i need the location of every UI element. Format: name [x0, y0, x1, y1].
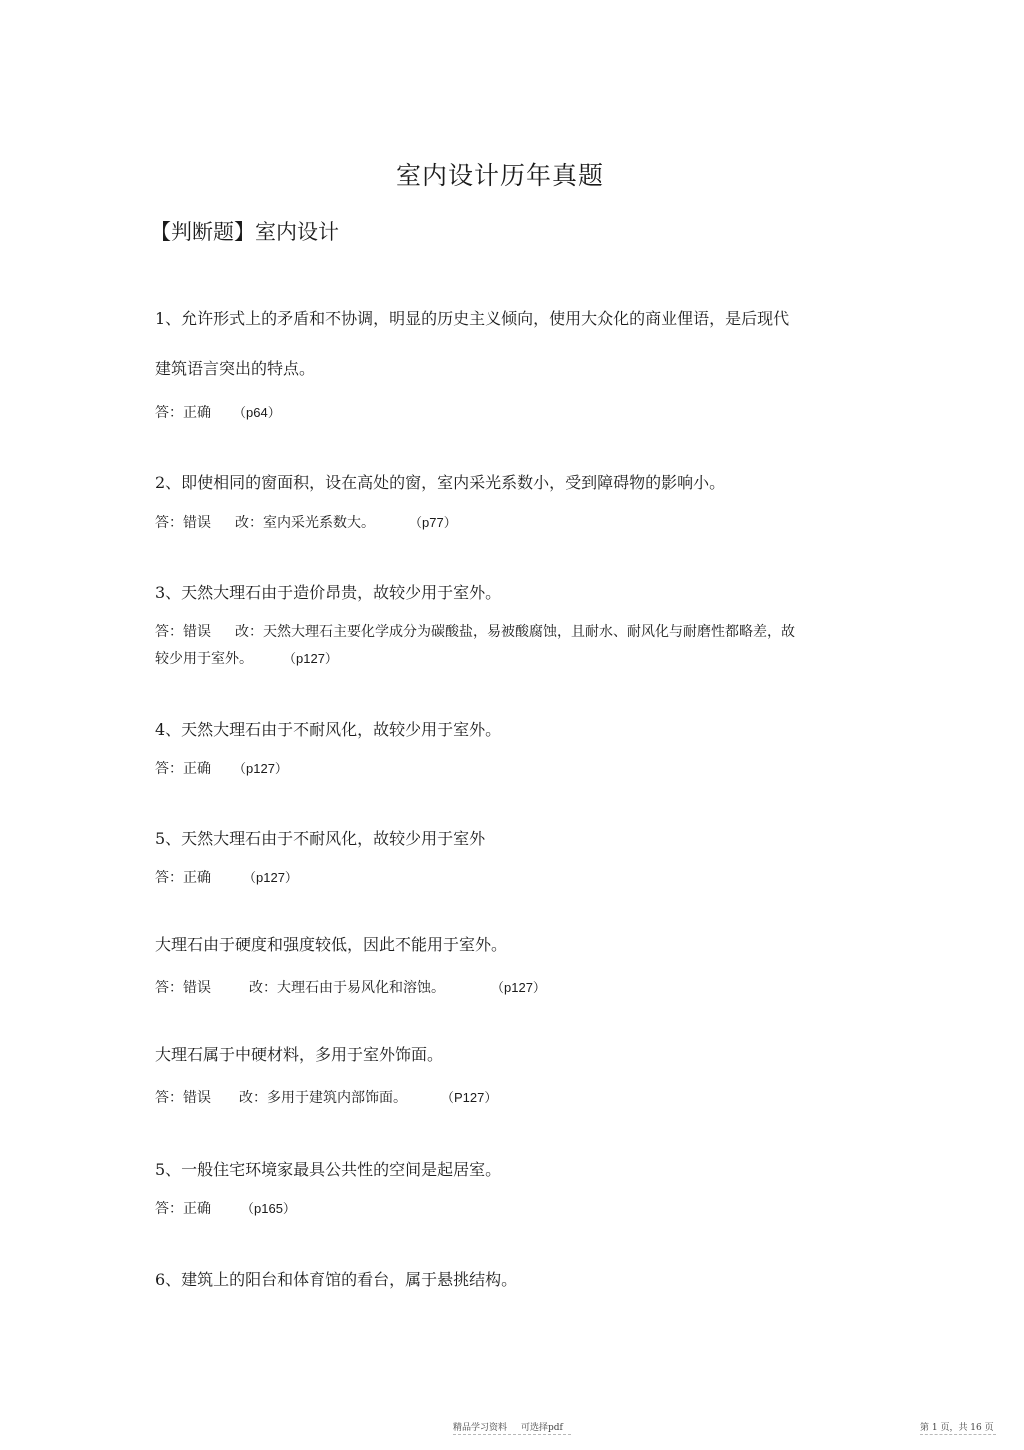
answer-correction-continued: 较少用于室外。	[155, 651, 253, 667]
page-reference: （p77）	[409, 515, 457, 530]
answer-verdict: 答：错误	[155, 980, 211, 996]
answer-2	[155, 512, 457, 532]
answer-1	[155, 402, 281, 422]
answer-correction: 改：天然大理石主要化学成分为碳酸盐，易被酸腐蚀，且耐水、耐风化与耐磨性都略差，故	[235, 624, 795, 640]
answer-verdict: 答：错误	[155, 624, 211, 640]
question-marble-strength: 大理石由于硬度和强度较低，因此不能用于室外。	[155, 935, 508, 954]
page-reference: （p127）	[283, 651, 338, 666]
answer-verdict: 答：正确	[155, 870, 211, 886]
answer-correction: 改：室内采光系数大。	[235, 515, 375, 531]
question-2: 2、即使相同的窗面积，设在高处的窗，室内采光系数小，受到障碍物的影响小。	[155, 473, 726, 492]
question-living-room: 5、一般住宅环境家最具公共性的空间是起居室。	[155, 1160, 502, 1179]
question-3: 3、天然大理石由于造价昂贵，故较少用于室外。	[155, 583, 502, 602]
answer-living-room	[155, 1198, 296, 1218]
question-4: 4、天然大理石由于不耐风化，故较少用于室外。	[155, 720, 502, 739]
question-1-line-2: 建筑语言突出的特点。	[155, 359, 316, 378]
answer-correction: 改：多用于建筑内部饰面。	[239, 1090, 407, 1106]
page-reference: （p127）	[243, 870, 298, 885]
answer-4	[155, 758, 288, 778]
footer-divider-left	[453, 1434, 571, 1435]
page-reference: （p165）	[241, 1201, 296, 1216]
answer-5	[155, 867, 298, 887]
answer-verdict: 答：错误	[155, 1090, 211, 1106]
question-marble-hardness: 大理石属于中硬材料，多用于室外饰面。	[155, 1045, 444, 1064]
page-reference: （p127）	[491, 980, 546, 995]
page-reference: （P127）	[441, 1090, 498, 1105]
answer-verdict: 答：错误	[155, 515, 211, 531]
page-reference: （p64）	[233, 405, 281, 420]
answer-verdict: 答：正确	[155, 761, 211, 777]
footer-divider-right	[920, 1434, 996, 1435]
answer-correction: 改：大理石由于易风化和溶蚀。	[249, 980, 445, 996]
document-title: 室内设计历年真题	[395, 161, 604, 190]
question-6: 6、建筑上的阳台和体育馆的看台，属于悬挑结构。	[155, 1270, 518, 1289]
answer-verdict: 答：正确	[155, 1201, 211, 1217]
page-number: 第 1 页，共 16 页	[920, 1423, 994, 1433]
answer-marble-strength	[155, 977, 546, 997]
footer-label-1: 精品学习资料	[453, 1423, 508, 1433]
answer-3	[155, 621, 795, 641]
answer-marble-hardness	[155, 1087, 497, 1107]
footer-watermark	[453, 1420, 563, 1433]
page-reference: （p127）	[233, 761, 288, 776]
answer-verdict: 答：正确	[155, 405, 211, 421]
section-heading: 【判断题】室内设计	[150, 220, 339, 244]
footer-label-2: 可选择pdf	[521, 1423, 563, 1433]
question-5: 5、天然大理石由于不耐风化，故较少用于室外	[155, 829, 486, 848]
answer-3-line-2	[155, 648, 338, 668]
question-1-line-1: 1、允许形式上的矛盾和不协调，明显的历史主义倾向，使用大众化的商业俚语，是后现代	[155, 309, 790, 328]
